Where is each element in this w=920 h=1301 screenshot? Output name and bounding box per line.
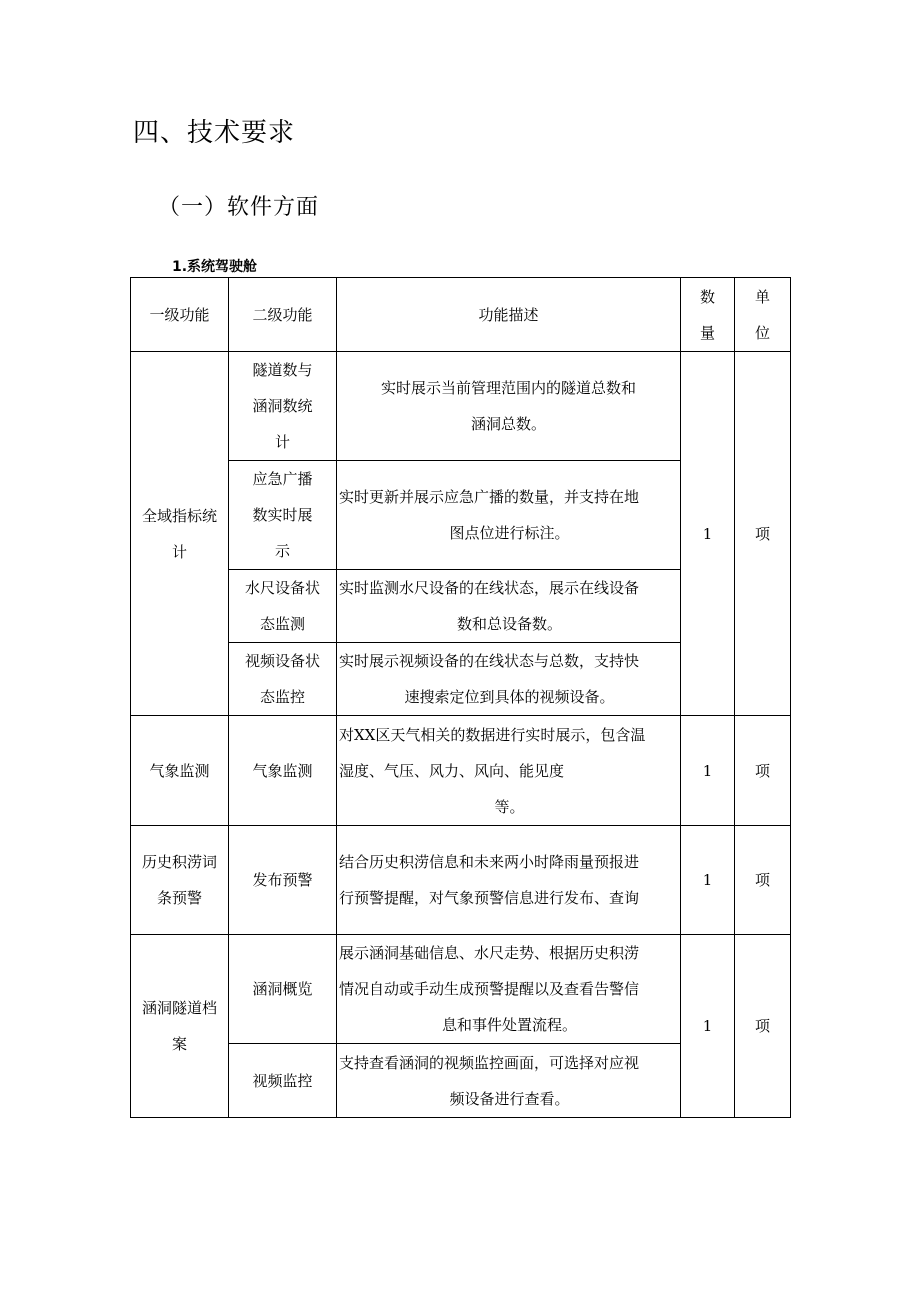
quantity-cell: 1 <box>681 716 735 826</box>
description-cell: 对XX区天气相关的数据进行实时展示，包含温 湿度、气压、风力、风向、能见度 等。 <box>337 716 681 826</box>
description-cell: 支持查看涵洞的视频监控画面，可选择对应视 频设备进行查看。 <box>337 1044 681 1118</box>
table-row <box>131 935 791 1044</box>
section-heading: 四、技术要求 <box>133 118 296 148</box>
description-cell: 实时更新并展示应急广播的数量，并支持在地 图点位进行标注。 <box>337 461 681 570</box>
level2-cell: 视频监控 <box>229 1044 337 1118</box>
level2-cell: 应急广播 数实时展 示 <box>229 461 337 570</box>
level1-cell: 气象监测 <box>131 716 229 826</box>
table-caption: 1.系统驾驶舱 <box>172 259 258 275</box>
description-cell: 实时监测水尺设备的在线状态，展示在线设备 数和总设备数。 <box>337 570 681 643</box>
subsection-heading: （一）软件方面 <box>158 195 320 220</box>
table-row <box>131 716 791 826</box>
quantity-cell: 1 <box>681 826 735 935</box>
description-cell: 结合历史积涝信息和未来两小时降雨量预报进 行预警提醒，对气象预警信息进行发布、查询 <box>337 826 681 935</box>
unit-cell: 项 <box>735 352 791 716</box>
header-quantity: 数 量 <box>681 278 735 352</box>
level2-cell: 隧道数与 涵洞数统 计 <box>229 352 337 461</box>
table-header-row <box>131 278 791 352</box>
header-description: 功能描述 <box>337 278 681 352</box>
unit-cell: 项 <box>735 826 791 935</box>
description-cell: 实时展示视频设备的在线状态与总数，支持快 速搜索定位到具体的视频设备。 <box>337 643 681 716</box>
header-unit: 单 位 <box>735 278 791 352</box>
description-cell: 实时展示当前管理范围内的隧道总数和 涵洞总数。 <box>337 352 681 461</box>
level2-cell: 发布预警 <box>229 826 337 935</box>
unit-cell: 项 <box>735 935 791 1118</box>
quantity-cell: 1 <box>681 352 735 716</box>
level1-cell: 历史积涝词 条预警 <box>131 826 229 935</box>
description-cell: 展示涵洞基础信息、水尺走势、根据历史积涝 情况自动或手动生成预警提醒以及查看告警信 息和事件处置流程。 <box>337 935 681 1044</box>
level2-cell: 视频设备状 态监控 <box>229 643 337 716</box>
level2-cell: 水尺设备状 态监测 <box>229 570 337 643</box>
header-level2: 二级功能 <box>229 278 337 352</box>
unit-cell: 项 <box>735 716 791 826</box>
quantity-cell: 1 <box>681 935 735 1118</box>
level2-cell: 涵洞概览 <box>229 935 337 1044</box>
level2-cell: 气象监测 <box>229 716 337 826</box>
requirements-table <box>130 277 791 1118</box>
table-row <box>131 352 791 461</box>
header-level1: 一级功能 <box>131 278 229 352</box>
level1-cell: 涵洞隧道档 案 <box>131 935 229 1118</box>
level1-cell: 全域指标统 计 <box>131 352 229 716</box>
table-row <box>131 826 791 935</box>
